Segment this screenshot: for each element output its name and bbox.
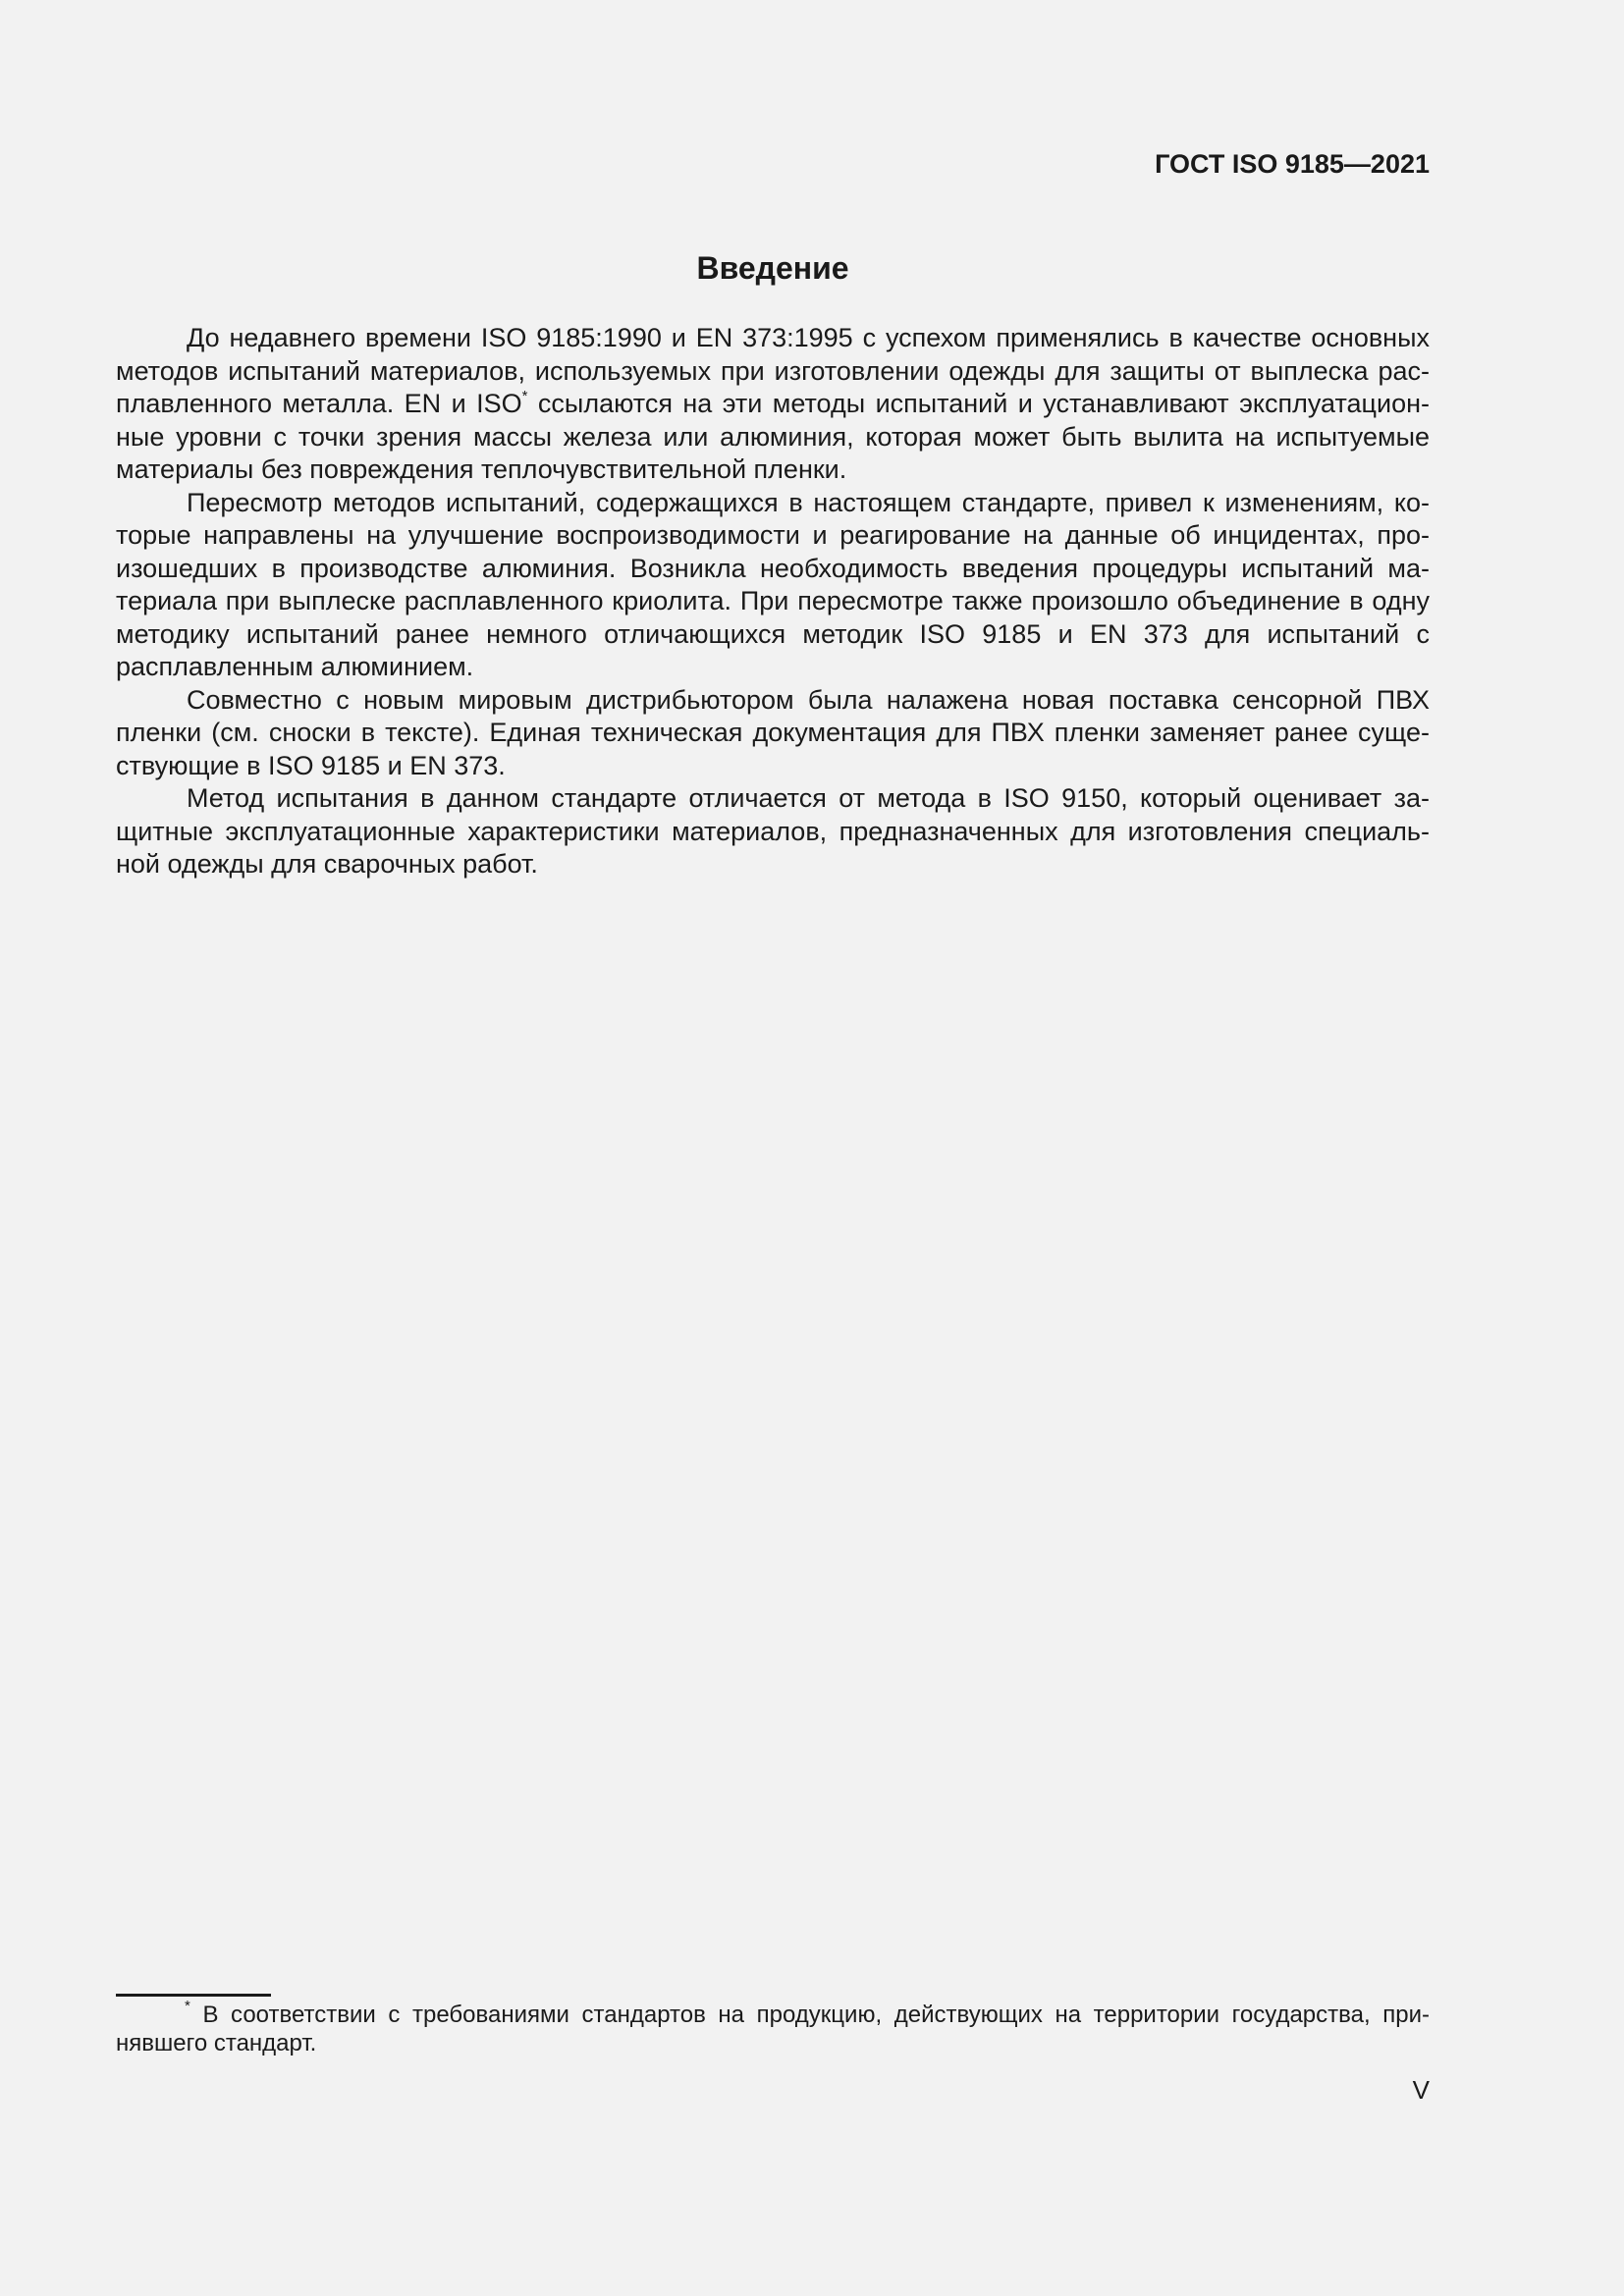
paragraph-1-text-end: ссылаются на эти методы испытаний и устанавливают эксплуатационные уровни с точки зрения массы железа или алюминия, которая может быть вылита на испытуемые материалы без повреждения теплочувствительной пленки. [116,389,1431,484]
paragraph-1-text-start: До недавнего времени ISO 9185:1990 и EN 373:1995 с успехом применялись в качестве основных методов испытаний материалов, используемых при изготовлении одежды для защиты от выплеска расплавленного металла. EN и ISO [116,323,1430,418]
paragraph-2: Пересмотр методов испытаний, содержащихся в настоящем стандарте, привел к изменениям, которые направлены на улучшение воспроизводимости и реагирование на данные об инцидентах, произошедших в производстве алюминия. Возникла необходимость введения процедуры испытаний материала при выплеске расплавленного криолита. При пересмотре также произошло объединение в одну методику испытаний ранее немного отличающихся методик ISO 9185 и EN 373 для испытаний с расплавленным алюминием. [116,487,1430,681]
document-code: ГОСТ ISO 9185—2021 [1155,149,1430,179]
footnote-divider [116,1994,271,1997]
introduction-body [116,322,1430,881]
footnote-mark: * [185,1998,190,2014]
page-number: V [1412,2075,1430,2105]
paragraph-4: Метод испытания в данном стандарте отличается от метода в ISO 9150, который оценивает защитные эксплуатационные характеристики материалов, предназначенных для изготовления специальной одежды для сварочных работ. [116,783,1430,879]
page-title: Введение [696,250,849,287]
footnote [116,1998,1430,2057]
footnote-reference-mark: * [521,388,528,404]
footnote-text: В соответствии с требованиями стандартов на продукцию, действующих на территории государства, принявшего стандарт. [116,2002,1430,2056]
paragraph-1 [116,322,1430,487]
paragraph-3: Совместно с новым мировым дистрибьютором была налажена новая поставка сенсорной ПВХ пленки (см. сноски в тексте). Единая техническая документация для ПВХ пленки заменяет ранее существующие в ISO 9185 и EN 373. [116,684,1430,780]
